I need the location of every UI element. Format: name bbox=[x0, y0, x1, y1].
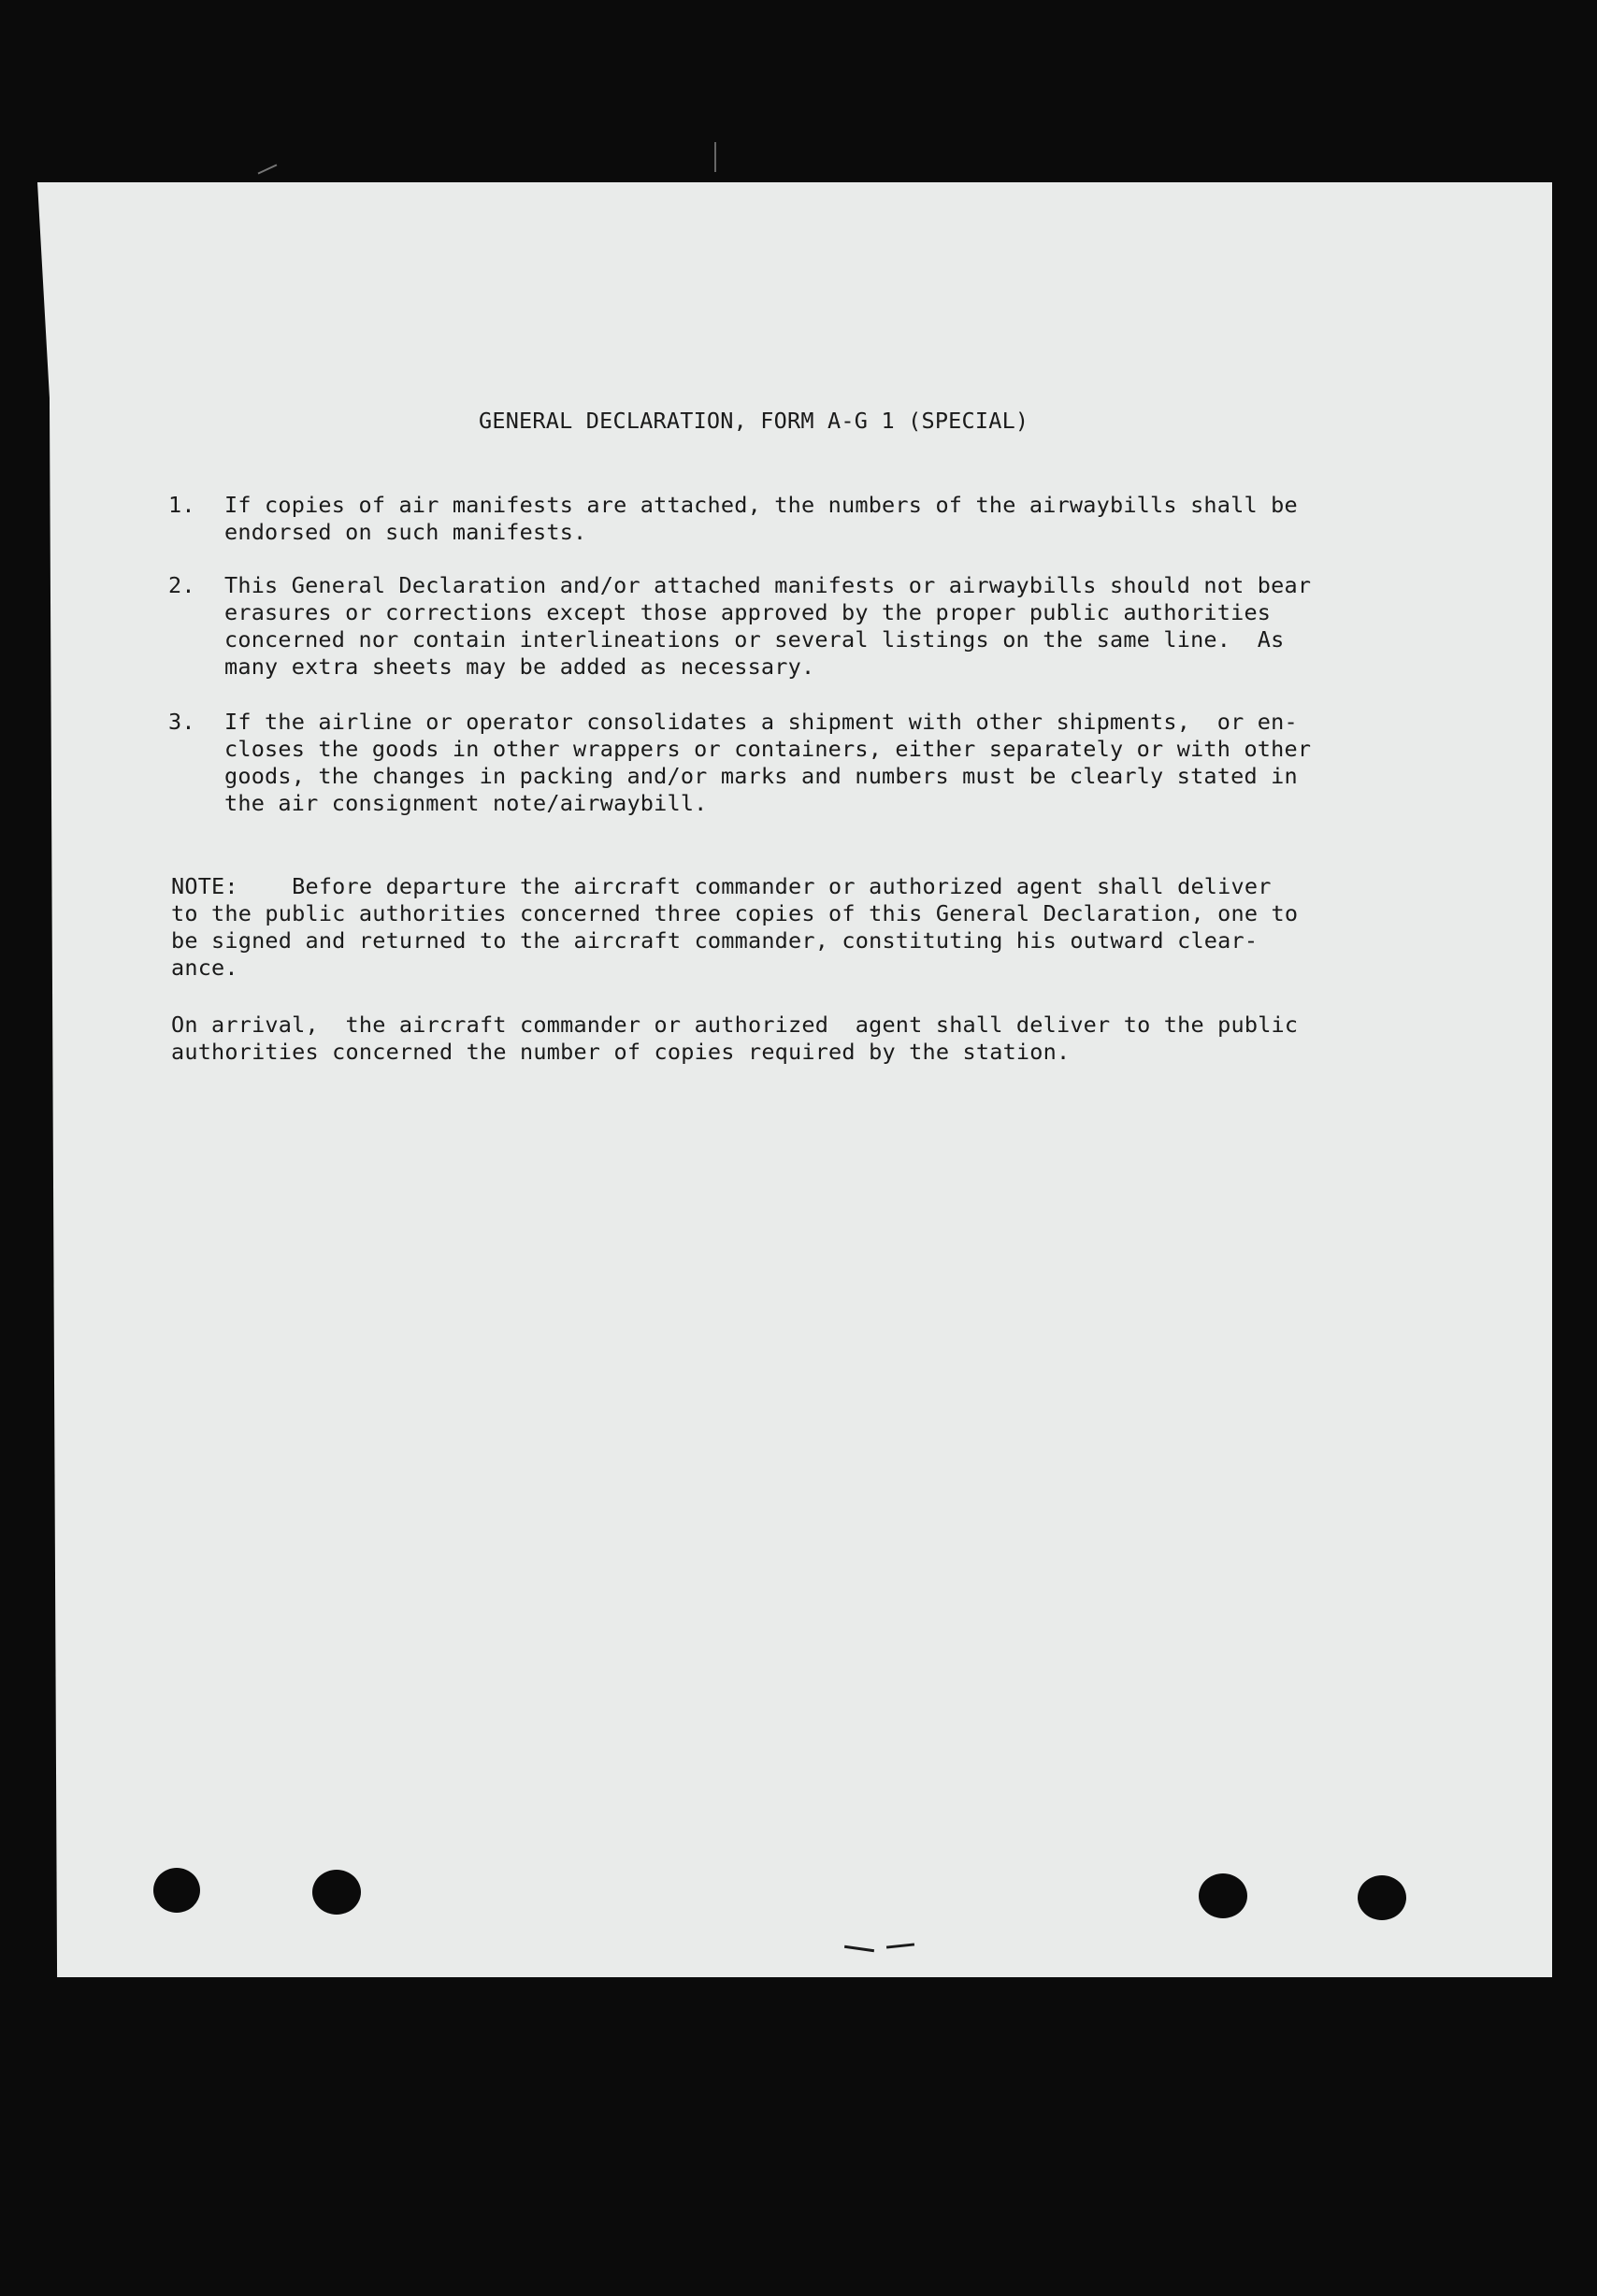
list-item-3 bbox=[168, 709, 1312, 817]
scan-artifact bbox=[714, 142, 716, 172]
note-paragraph: NOTE: Before departure the aircraft commander or authorized agent shall deliver to the public authorities concerned three copies of this General Declaration, one to be signed and returned to the aircraft commander, constituting his outward clear- ance. bbox=[171, 873, 1299, 981]
punch-hole bbox=[312, 1870, 361, 1915]
punch-hole bbox=[1358, 1875, 1406, 1920]
punch-hole bbox=[1199, 1873, 1247, 1918]
item-text: If the airline or operator consolidates a shipment with other shipments, or en- closes the goods in other wrappers or containers, either separately or with other goods, the changes in packing and/or marks and numbers must be clearly stated in the air consignment note/airwaybill. bbox=[224, 709, 1312, 816]
item-text: If copies of air manifests are attached, the numbers of the airwaybills shall be endorsed on such manifests. bbox=[224, 492, 1298, 545]
paper-sheet bbox=[37, 182, 1552, 1977]
item-text: This General Declaration and/or attached manifests or airwaybills should not bear erasures or corrections except those approved by the proper public authorities concerned nor contain interlineations or several listings on the same line. As many extra sheets may be added as necessary. bbox=[224, 572, 1312, 680]
item-number: 2. bbox=[168, 572, 195, 598]
item-number: 3. bbox=[168, 709, 195, 735]
item-number: 1. bbox=[168, 492, 195, 518]
scan-artifact bbox=[258, 164, 278, 174]
punch-hole bbox=[153, 1868, 200, 1913]
document-title: GENERAL DECLARATION, FORM A-G 1 (SPECIAL) bbox=[479, 408, 1029, 434]
list-item-2 bbox=[168, 572, 1312, 681]
arrival-paragraph: On arrival, the aircraft commander or authorized agent shall deliver to the public authorities concerned the number of copies required by the station. bbox=[171, 1012, 1299, 1065]
